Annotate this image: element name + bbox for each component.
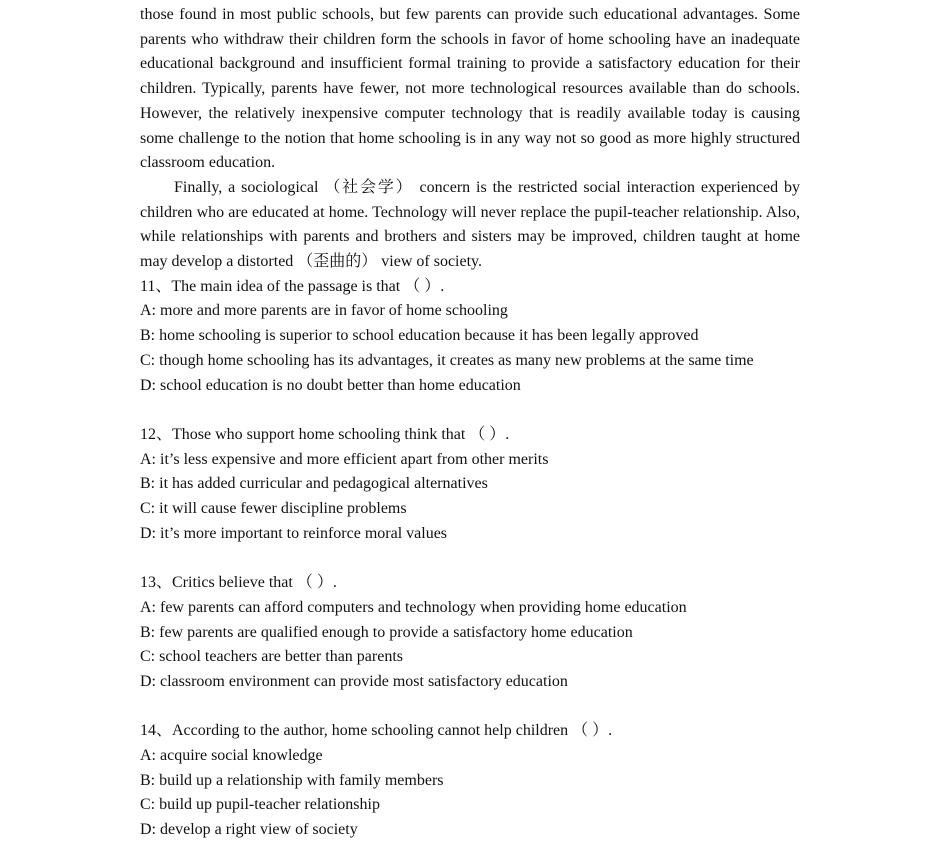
document-page — [140, 3, 800, 843]
option-b: B: home schooling is superior to school education because it has been legally approved — [140, 327, 699, 345]
question-13 — [140, 571, 800, 695]
blank-line — [140, 398, 800, 423]
question-stem: 12、Those who support home schooling think that （ ）. — [140, 425, 510, 443]
option-d: D: classroom environment can provide most satisfactory education — [140, 672, 568, 690]
option-a: A: few parents can afford computers and technology when providing home education — [140, 598, 687, 616]
option-b: B: few parents are qualified enough to provide a satisfactory home education — [140, 623, 633, 641]
passage-paragraph-1: those found in most public schools, but few parents can provide such educational advantages. Some parents who withdraw their children form the schools in favor of home schooling have an inadequate educational background and insufficient formal training to provide a satisfactory education for their children. Typically, parents have fewer, not more technological resources available than do schools. However, the relatively inexpensive computer technology that is readily available today is causing some challenge to the notion that home schooling is in any way not so good as more highly structured classroom education. — [140, 6, 800, 172]
option-a: A: it’s less expensive and more efficient apart from other merits — [140, 450, 549, 468]
option-a: A: more and more parents are in favor of home schooling — [140, 302, 508, 320]
option-d: D: school education is no doubt better than home education — [140, 376, 521, 394]
option-b: B: build up a relationship with family members — [140, 771, 444, 789]
question-stem: 11、The main idea of the passage is that （ ）. — [140, 277, 445, 295]
option-c: C: school teachers are better than parents — [140, 648, 403, 666]
blank-line — [140, 695, 800, 720]
option-d: D: it’s more important to reinforce moral values — [140, 524, 448, 542]
question-stem: 13、Critics believe that （ ）. — [140, 574, 337, 592]
blank-line — [140, 546, 800, 571]
option-c: C: though home schooling has its advantages, it creates as many new problems at the same time — [140, 351, 754, 369]
question-11 — [140, 275, 800, 399]
question-14 — [140, 719, 800, 843]
question-12 — [140, 423, 800, 547]
passage-paragraph-2: Finally, a sociological （社会学） concern is the restricted social interaction experienced by children who are educated at home. Technology will never replace the pupil-teacher relationship. Also, while relationships with parents and brothers and sisters may be improved, children taught at home may develop a distorted （歪曲的） view of society. — [140, 178, 800, 271]
question-stem: 14、According to the author, home schooling cannot help children （ ）. — [140, 722, 613, 740]
option-c: C: it will cause fewer discipline problems — [140, 500, 407, 518]
option-d: D: develop a right view of society — [140, 821, 358, 839]
option-b: B: it has added curricular and pedagogical alternatives — [140, 475, 488, 493]
option-a: A: acquire social knowledge — [140, 747, 323, 765]
option-c: C: build up pupil-teacher relationship — [140, 796, 380, 814]
